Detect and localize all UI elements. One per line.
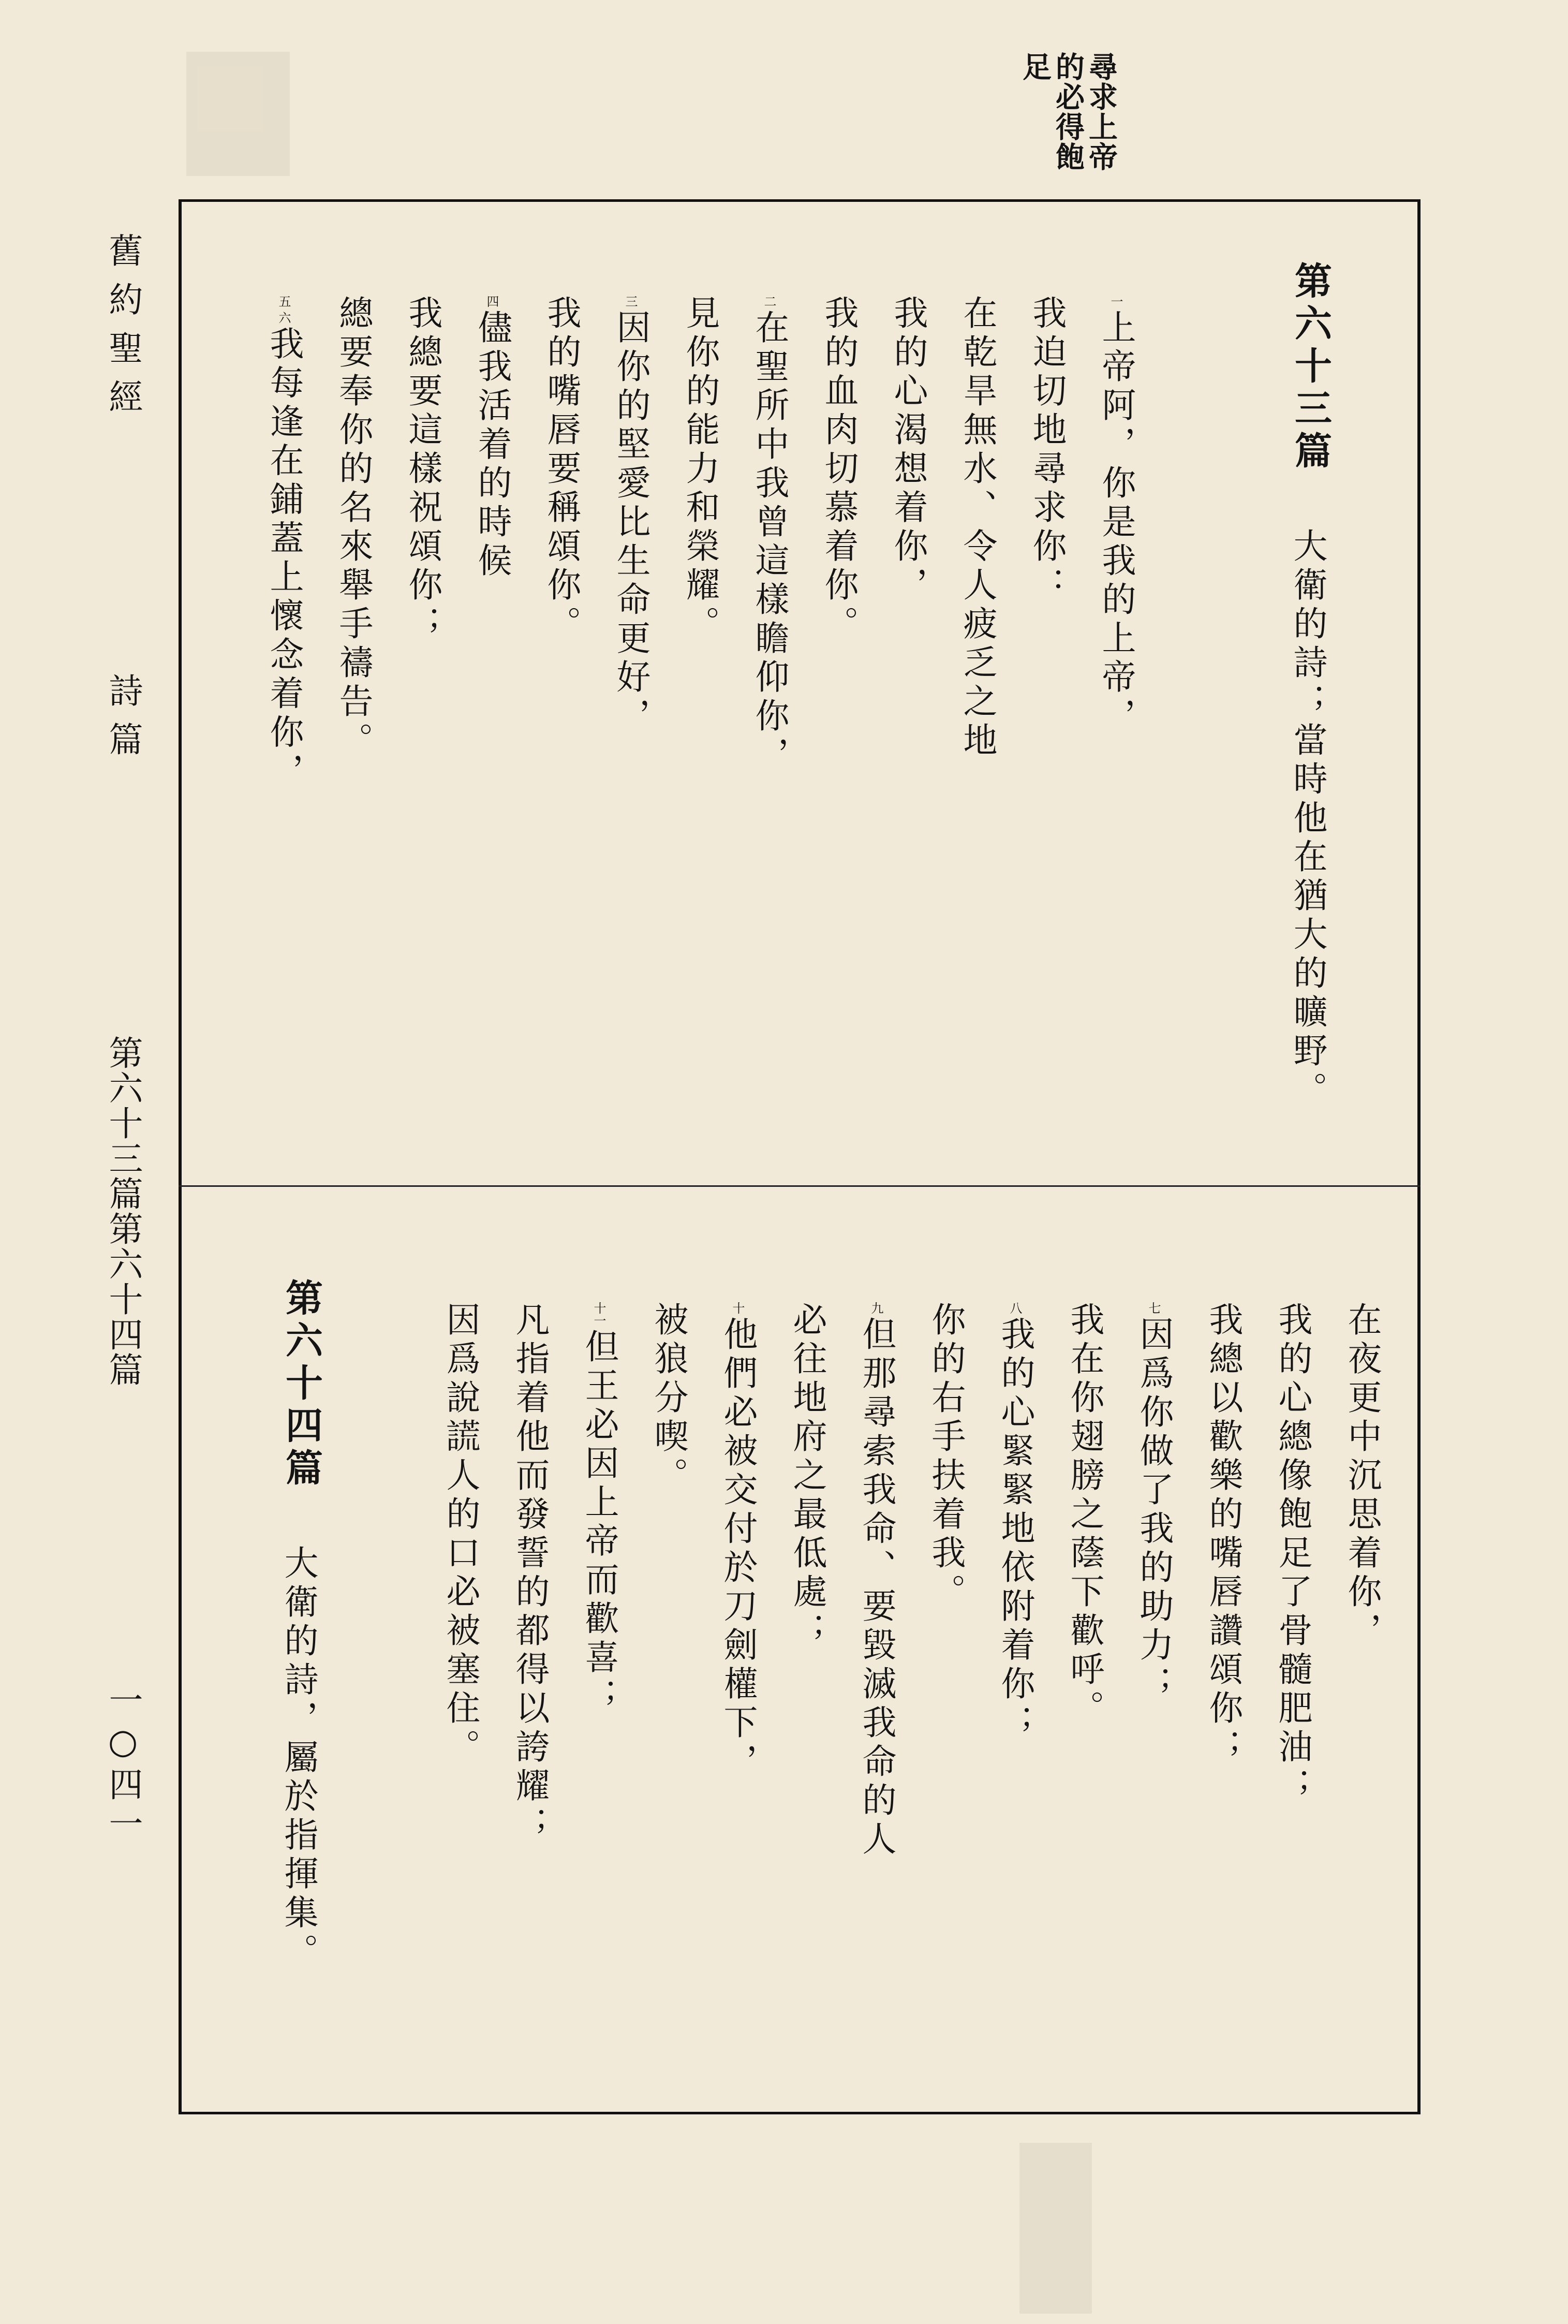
verse-text: 我的血肉切慕着你。 bbox=[819, 295, 859, 644]
verse-text: 我總以歡樂的嘴唇讚頌你； bbox=[1203, 1302, 1243, 1768]
verse-number: 五 六 bbox=[276, 295, 291, 324]
verse-text: 總要奉你的名來舉手禱告。 bbox=[333, 295, 373, 761]
text-divider bbox=[179, 1185, 1421, 1187]
verse-line bbox=[1199, 1302, 1247, 1768]
verse-line bbox=[922, 1302, 969, 1612]
verse-text: 你的右手扶着我。 bbox=[926, 1302, 966, 1612]
verse-line bbox=[644, 1302, 692, 1496]
verse-text: 被狼分喫。 bbox=[648, 1302, 688, 1496]
verse-text: 在夜更中沉思着你， bbox=[1342, 1302, 1382, 1651]
verse-number: 十一 bbox=[591, 1302, 606, 1327]
verse-number: 十 bbox=[730, 1302, 745, 1314]
chapter-range: 第六十三篇第六十四篇 bbox=[103, 1035, 143, 1387]
verse-number: 四 bbox=[484, 295, 499, 307]
verse-line bbox=[537, 295, 585, 644]
verse-text: 必往地府之最低處； bbox=[787, 1302, 827, 1651]
verse-line bbox=[953, 295, 1001, 761]
verse-text: 但那尋索我命、要毀滅我命的人 bbox=[856, 1316, 896, 1860]
verse-text: 因爲說謊人的口必被塞住。 bbox=[440, 1302, 480, 1768]
verse-line bbox=[607, 295, 654, 737]
verse-text: 我在你翅膀之蔭下歡呼。 bbox=[1064, 1302, 1104, 1729]
page-number: 一○四一 bbox=[103, 1682, 143, 1845]
margin-note-line: 足 bbox=[1018, 52, 1052, 82]
verse-line bbox=[1130, 1302, 1177, 1704]
verse-text: 我的心總像飽足了骨髓肥油； bbox=[1273, 1302, 1312, 1806]
verse-line bbox=[676, 295, 723, 644]
verse-line bbox=[506, 1302, 553, 1845]
verse-text: 因爲你做了我的助力； bbox=[1134, 1316, 1174, 1704]
verse-line bbox=[436, 1302, 484, 1768]
verse-text: 我迫切地尋求你： bbox=[1027, 295, 1067, 606]
verse-text: 我的嘴唇要稱頌你。 bbox=[541, 295, 581, 644]
psalm-63-heading: 第六十三篇 bbox=[1289, 261, 1333, 474]
psalm-64-superscription: 大衛的詩，屬於指揮集。 bbox=[278, 1545, 318, 1972]
verse-line bbox=[745, 295, 793, 775]
margin-note-line: 尋求上帝 bbox=[1084, 52, 1118, 172]
verse-line bbox=[468, 295, 515, 581]
psalm-63-superscription: 大衛的詩；當時他在猶大的曠野。 bbox=[1288, 528, 1327, 1110]
verse-text: 我的心緊緊地依附着你； bbox=[995, 1316, 1035, 1743]
verse-line bbox=[575, 1302, 623, 1717]
verse-text: 我總要這樣祝頌你； bbox=[403, 295, 442, 644]
verse-line bbox=[1092, 295, 1140, 737]
verse-text: 儘我活着的時候 bbox=[472, 310, 512, 581]
verse-number: 七 bbox=[1146, 1302, 1161, 1314]
verse-text: 我的心渴想着你， bbox=[888, 295, 928, 606]
verse-text: 因你的堅愛比生命更好， bbox=[611, 310, 650, 737]
verse-line bbox=[398, 295, 446, 644]
verse-line bbox=[991, 1302, 1039, 1743]
verse-text: 在聖所中我曾這樣瞻仰你， bbox=[749, 310, 789, 775]
verse-number: 一 bbox=[1108, 295, 1123, 307]
verse-line bbox=[1023, 295, 1070, 606]
verse-line bbox=[1060, 1302, 1108, 1729]
verse-text: 他們必被交付於刀劍權下， bbox=[718, 1316, 758, 1782]
margin-note-line: 的必得飽 bbox=[1051, 52, 1085, 172]
verse-text: 但王必因上帝而歡喜； bbox=[579, 1329, 619, 1717]
verse-text: 上帝阿，你是我的上帝， bbox=[1096, 310, 1136, 737]
verse-text: 見你的能力和榮耀。 bbox=[680, 295, 720, 644]
verse-line bbox=[884, 295, 931, 606]
book-title: 舊約聖經 bbox=[103, 233, 143, 428]
verse-number: 二 bbox=[762, 295, 776, 307]
psalm-64-heading: 第六十四篇 bbox=[279, 1278, 323, 1491]
verse-text: 我每逢在鋪蓋上懷念着你， bbox=[264, 326, 304, 792]
bleed-through-bottom bbox=[1019, 2143, 1092, 2314]
verse-line bbox=[260, 295, 307, 792]
verse-line bbox=[783, 1302, 831, 1651]
section-title: 詩篇 bbox=[103, 673, 143, 770]
verse-number: 八 bbox=[1008, 1302, 1022, 1314]
verse-text: 凡指着他而發誓的都得以誇耀； bbox=[510, 1302, 550, 1845]
verse-line bbox=[1338, 1302, 1385, 1651]
verse-number: 三 bbox=[623, 295, 638, 307]
verse-line bbox=[1268, 1302, 1316, 1806]
verse-line bbox=[852, 1302, 900, 1860]
verse-number: 九 bbox=[869, 1302, 883, 1314]
verse-line bbox=[329, 295, 377, 761]
verse-text: 在乾旱無水、令人疲乏之地 bbox=[957, 295, 997, 761]
verse-line bbox=[714, 1302, 761, 1782]
verse-line bbox=[815, 295, 862, 644]
bleed-through-top bbox=[186, 52, 290, 176]
